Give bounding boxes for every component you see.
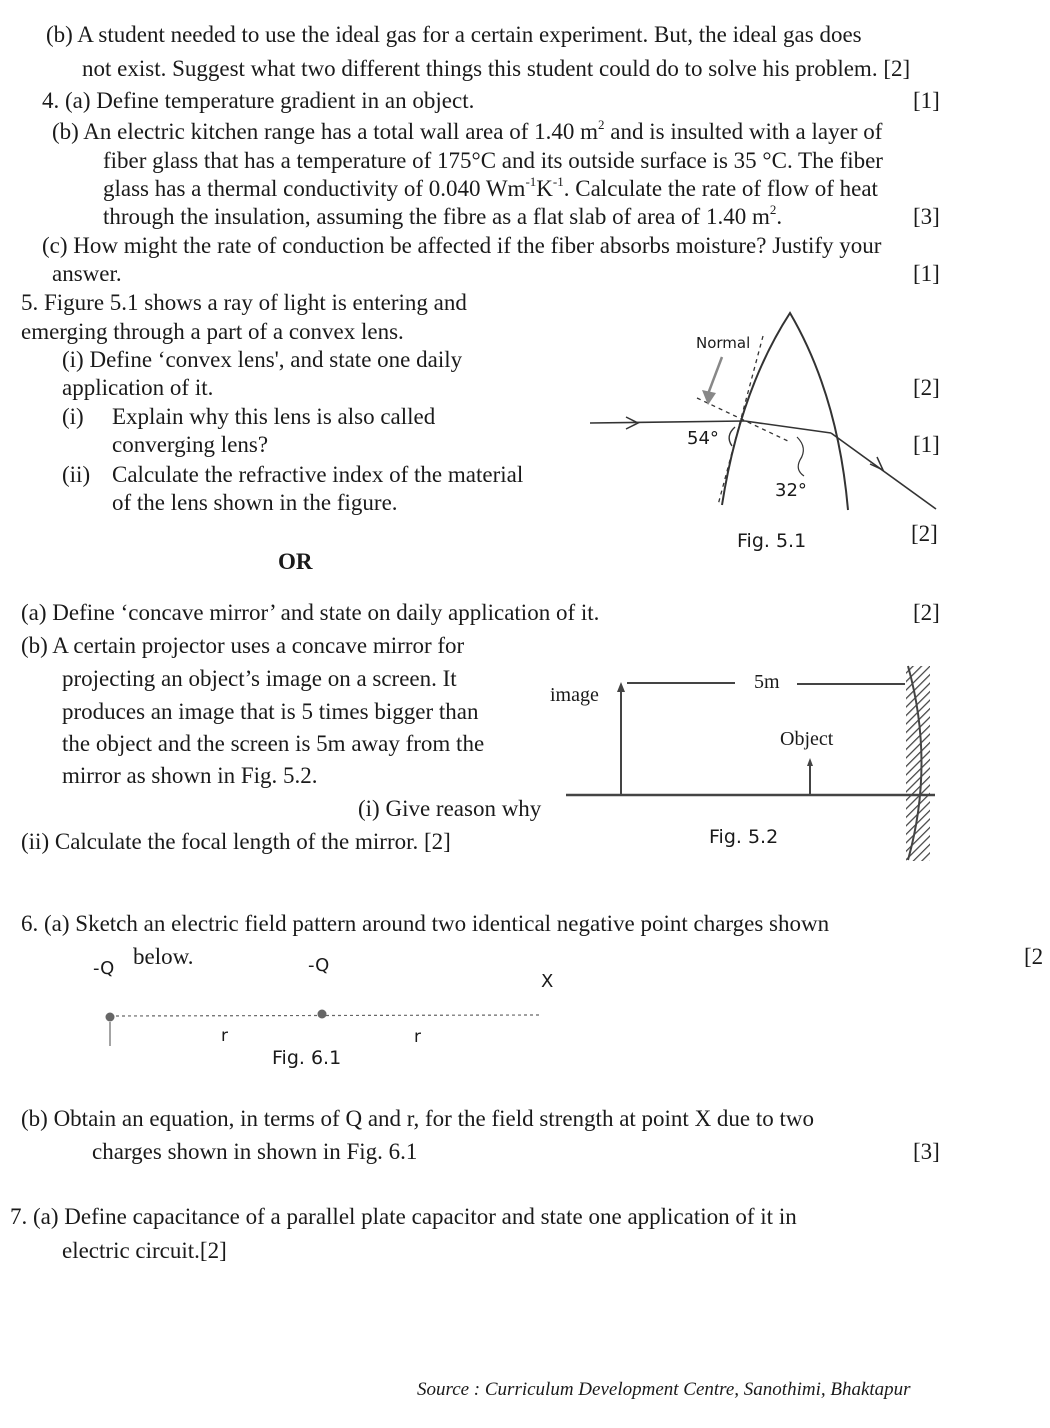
q5-iii-number: (ii)	[62, 462, 91, 487]
charge-2-dot	[318, 1010, 327, 1019]
fig5-1-caption: Fig. 5.1	[737, 530, 807, 552]
q5-marks-1: [2]	[913, 375, 940, 400]
q6-b-line2: charges shown in shown in Fig. 6.1	[92, 1139, 418, 1164]
q4-b-line2: fiber glass that has a temperature of 175°C and its outside surface is 35 °C. The fiber	[103, 148, 883, 173]
q5-or-b-i: (i) Give reason why	[358, 796, 542, 821]
q4-b-line4: through the insulation, assuming the fibre as a flat slab of area of 1.40 $m^2$.	[103, 202, 783, 229]
q4-c-marks: [1]	[913, 261, 940, 286]
q5-or-b-line1: (b) A certain projector uses a concave mirror for	[21, 633, 465, 658]
q6-a-marks: [2	[1024, 944, 1044, 969]
q4-a-marks: [1]	[913, 88, 940, 113]
q5-i-line2: application of it.	[62, 375, 214, 400]
fig5-1-normal-label: Normal	[696, 334, 751, 352]
fig5-2-distance-label: 5m	[754, 671, 780, 693]
q5-line1: 5. Figure 5.1 shows a ray of light is entering and	[21, 290, 467, 315]
fig5-2-object-label: Object	[780, 728, 834, 750]
q6-a-below: below.	[133, 944, 194, 969]
q6-a: 6. (a) Sketch an electric field pattern around two identical negative point charges shown	[21, 911, 830, 936]
fig5-1-angle-32: 32°	[775, 480, 807, 501]
fig6-1-r1: r	[221, 1026, 228, 1046]
q5-marks-2: [1]	[913, 432, 940, 457]
q5-iii-line1: Calculate the refractive index of the material	[112, 462, 524, 487]
q3-b-line1: (b) A student needed to use the ideal gas for a certain experiment. But, the ideal gas does	[46, 22, 862, 47]
fig5-2-image-label: image	[550, 684, 599, 706]
q7-a-line2: electric circuit.[2]	[62, 1238, 227, 1263]
fig6-1-caption: Fig. 6.1	[272, 1047, 342, 1069]
fig6-1-r2: r	[414, 1027, 421, 1047]
q5-or-b-line2: projecting an object’s image on a screen. It	[62, 666, 457, 691]
q6-b-line1: (b) Obtain an equation, in terms of Q and r, for the field strength at point X due to two	[21, 1106, 815, 1131]
q4-b-line1: (b) An electric kitchen range has a total wall area of 1.40 $m^2$ and is insulted with a layer of	[52, 117, 883, 144]
q5-or-a: (a) Define ‘concave mirror’ and state on daily application of it.	[21, 600, 600, 625]
q6-b-marks: [3]	[913, 1139, 940, 1164]
q4-c-line2: answer.	[52, 261, 122, 286]
charge-1-dot	[106, 1013, 115, 1022]
fig6-1-charge-2: -Q	[308, 955, 330, 976]
q5-iii-line2: of the lens shown in the figure.	[112, 490, 398, 515]
q7-a-line1: 7. (a) Define capacitance of a parallel plate capacitor and state one application of it in	[10, 1204, 797, 1229]
q5-ii-line2: converging lens?	[112, 432, 269, 457]
q5-i-line1: (i) Define ‘convex lens', and state one daily	[62, 347, 463, 372]
q5-line2: emerging through a part of a convex lens.	[21, 319, 404, 344]
fig5-1-angle-54: 54°	[687, 428, 719, 449]
q5-or-a-marks: [2]	[913, 600, 940, 625]
q5-ii-number: (i)	[62, 404, 84, 429]
or-heading: OR	[278, 549, 313, 574]
q5-or-b-ii: (ii) Calculate the focal length of the mirror. [2]	[21, 829, 451, 854]
q5-ii-line1: Explain why this lens is also called	[112, 404, 436, 429]
q4-c-line1: (c) How might the rate of conduction be affected if the fiber absorbs moisture? Justify your	[42, 233, 882, 258]
q5-or-b-line3: produces an image that is 5 times bigger than	[62, 699, 479, 724]
fig6-1-point-x: X	[541, 971, 554, 992]
fig5-2-caption: Fig. 5.2	[709, 826, 779, 848]
q4-a: 4. (a) Define temperature gradient in an object.	[42, 88, 475, 113]
fig6-1-charge-1: -Q	[93, 958, 115, 979]
q4-b-line3: glass has a thermal conductivity of 0.040 $Wm^{-1}K^{-1}$. Calculate the rate of flow of heat	[103, 174, 878, 201]
q4-b-marks: [3]	[913, 204, 940, 229]
source-credit: Source : Curriculum Development Centre, Sanothimi, Bhaktapur	[417, 1379, 911, 1400]
q5-or-b-line5: mirror as shown in Fig. 5.2.	[62, 763, 318, 788]
q5-marks-3: [2]	[911, 521, 938, 546]
q5-or-b-line4: the object and the screen is 5m away from the	[62, 731, 485, 756]
q3-b-line2: not exist. Suggest what two different things this student could do to solve his problem. [2]	[82, 56, 911, 81]
